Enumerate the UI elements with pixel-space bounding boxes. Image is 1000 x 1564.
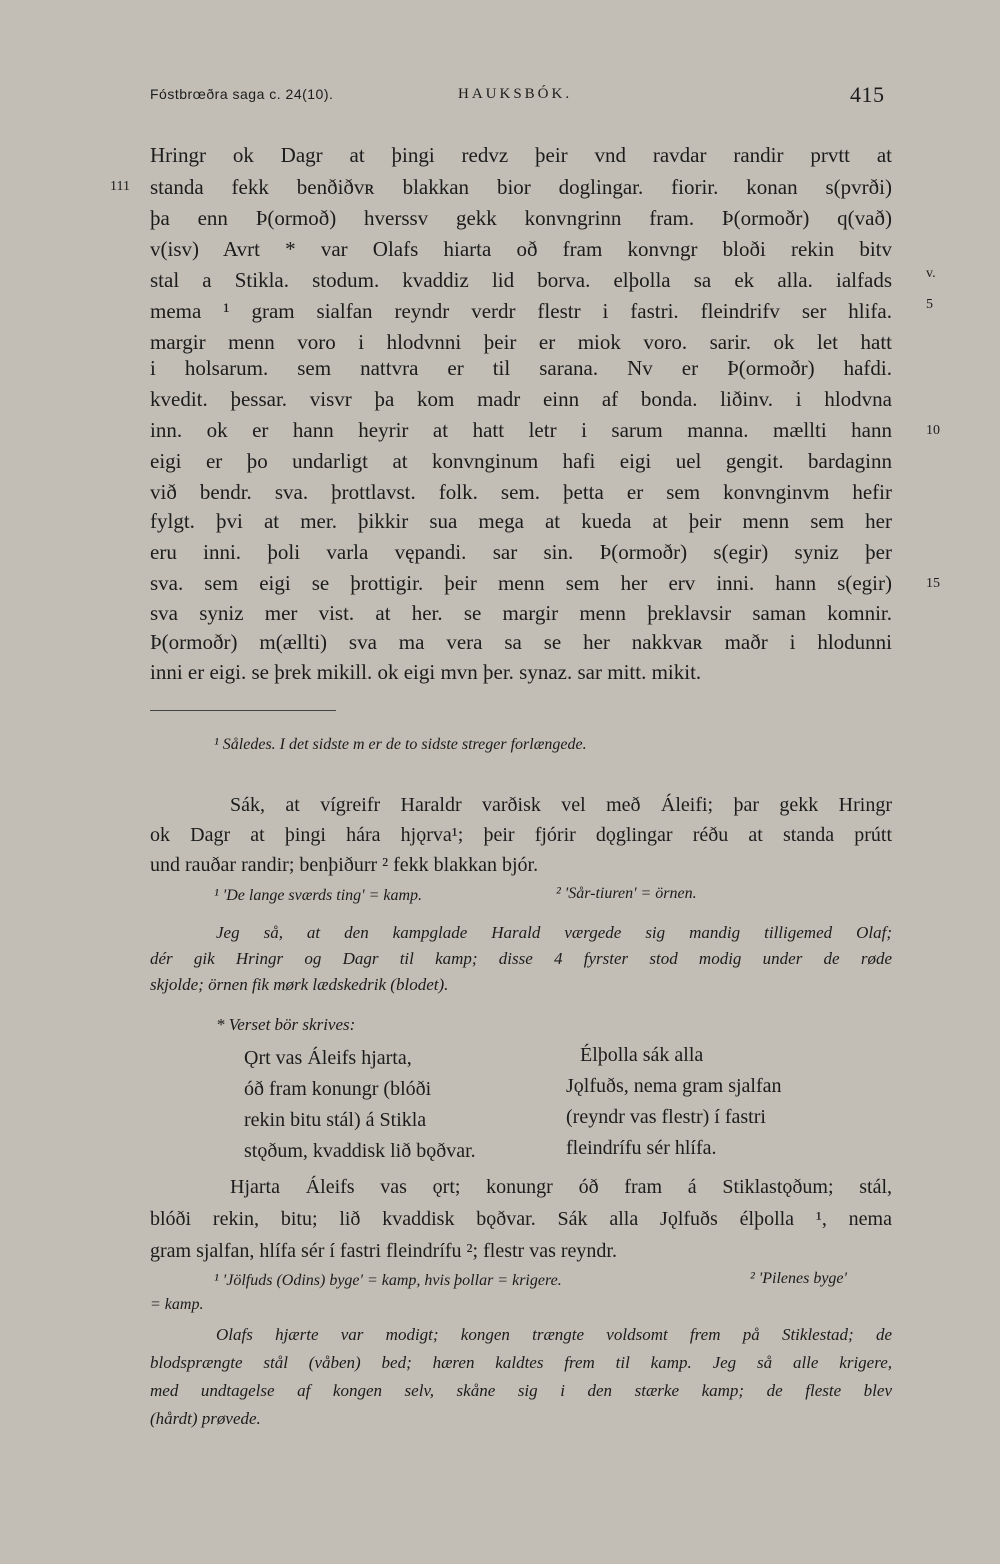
prose2-line: Hjarta Áleifs vas ǫrt; konungr óð fram á Stiklastǫðum; stál, — [230, 1176, 892, 1198]
verse-left-line: Ǫrt vas Áleifs hjarta, — [244, 1047, 412, 1069]
prose-line: und rauðar randir; benþiðurr ² fekk blakkan bjór. — [150, 854, 539, 876]
translation-line: med undtagelse af kongen selv, skåne sig i den stærke kamp; de fleste blev — [150, 1381, 892, 1400]
main-text-line: kvedit. þessar. visvr þa kom madr einn af bonda. liðinv. i hlodvna — [150, 387, 892, 411]
main-text-line: inn. ok er hann heyrir at hatt letr i sarum manna. mællti hann — [150, 418, 892, 442]
footnote-rule — [150, 710, 336, 711]
main-text-line: eigi er þo undarligt at konvnginum hafi eigi uel gengit. bardaginn — [150, 449, 892, 473]
main-text-line: v(isv) Avrt * var Olafs hiarta oð fram konvngr bloði rekin bitv — [150, 237, 892, 261]
main-text-line: inni er eigi. se þrek mikill. ok eigi mvn þer. synaz. sar mitt. mikit. — [150, 660, 702, 684]
verse-left-line: rekin bitu stál) á Stikla — [244, 1109, 427, 1131]
running-head-left: Fóstbrœðra saga c. 24(10). — [150, 86, 334, 102]
translation-line: Jeg så, at den kampglade Harald værgede sig mandig tilligemed Olaf; — [216, 923, 892, 942]
line-number-5: 5 — [926, 297, 933, 312]
prose2-line: gram sjalfan, hlífa sér í fastri fleindrífu ²; flestr vas reyndr. — [150, 1240, 617, 1262]
verse-right-line: Jǫlfuðs, nema gram sjalfan — [566, 1075, 782, 1097]
prose-note-1: ¹ 'De lange sværds ting' = kamp. — [214, 887, 423, 904]
main-text-line: Hringr ok Dagr at þingi redvz þeir vnd ravdar randir prvtt at — [150, 143, 892, 167]
verse-right-line: Élþolla sák alla — [580, 1044, 704, 1066]
verse-right-line: (reyndr vas flestr) í fastri — [566, 1106, 766, 1128]
main-text-line: stal a Stikla. stodum. kvaddiz lid borva. elþolla sa ek alla. ialfads — [150, 268, 892, 292]
verse-marker: v. — [926, 266, 936, 281]
verse-left-line: óð fram konungr (blóði — [244, 1078, 432, 1100]
translation-line: Olafs hjærte var modigt; kongen trængte voldsomt frem på Stiklestad; de — [216, 1325, 892, 1344]
main-text-line: við bendr. sva. þrottlavst. folk. sem. þetta er sem konvnginvm hefir — [150, 480, 892, 504]
running-head-center: HAUKSBÓK. — [458, 86, 573, 102]
line-number-15: 15 — [926, 576, 940, 591]
prose2-note-2: ² 'Pilenes byge' — [750, 1270, 847, 1287]
prose-note-2: ² 'Sår-tiuren' = örnen. — [556, 885, 697, 902]
page-number: 415 — [850, 82, 885, 107]
main-text-line: sva syniz mer vist. at her. se margir menn þreklavsir saman komnir. — [150, 601, 892, 625]
footnote-1: ¹ Således. I det sidste m er de to sidste streger forlængede. — [214, 736, 587, 753]
main-text-line: Þ(ormoðr) m(ællti) sva ma vera sa se her nakkvaʀ maðr i hlodunni — [150, 630, 892, 654]
main-text-line: eru inni. þoli varla vępandi. sar sin. Þ(ormoðr) s(egir) syniz þer — [150, 540, 892, 564]
verse-left-line: stǫðum, kvaddisk lið bǫðvar. — [244, 1140, 476, 1162]
line-number-10: 10 — [926, 423, 940, 438]
main-text-line: fylgt. þvi at mer. þikkir sua mega at kueda at þeir menn sem her — [150, 509, 892, 533]
main-text-line: þa enn Þ(ormoð) hverssv gekk konvngrinn fram. Þ(ormoðr) q(vað) — [150, 206, 892, 230]
translation-line: dér gik Hringr og Dagr til kamp; disse 4 fyrster stod modig under de røde — [150, 949, 892, 968]
translation-line: (hårdt) prøvede. — [150, 1409, 261, 1428]
prose2-note-1: ¹ 'Jölfuds (Odins) byge' = kamp, hvis þollar = krigere. — [214, 1272, 562, 1289]
main-text-line: sva. sem eigi se þrottigir. þeir menn sem her erv inni. hann s(egir) — [150, 571, 892, 595]
main-text-line: i holsarum. sem nattvra er til sarana. Nv er Þ(ormoðr) hafdi. — [150, 356, 892, 380]
verse-right-line: fleindrífu sér hlífa. — [566, 1137, 717, 1159]
main-text-line: standa fekk benðiðvʀ blakkan bior doglingar. fiorir. konan s(pvrði) — [150, 175, 892, 199]
prose-line: Sák, at vígreifr Haraldr varðisk vel með Áleifi; þar gekk Hringr — [230, 794, 892, 816]
prose2-note-2-cont: = kamp. — [150, 1296, 204, 1313]
line-number-111: 111 — [110, 179, 130, 194]
main-text-line: mema ¹ gram sialfan reyndr verdr flestr i fastri. fleindrifv ser hlifa. — [150, 299, 892, 323]
prose2-line: blóði rekin, bitu; lið kvaddisk bǫðvar. Sák alla Jǫlfuðs élþolla ¹, nema — [150, 1208, 892, 1230]
translation-line: blodsprængte stål (våben) bed; hæren kaldtes frem til kamp. Jeg så alle krigere, — [150, 1353, 892, 1372]
main-text-line: margir menn voro i hlodvnni þeir er miok voro. sarir. ok let hatt — [150, 330, 892, 354]
translation-line: skjolde; örnen fik mørk lædskedrik (blodet). — [150, 975, 449, 994]
verse-heading: * Verset bör skrives: — [216, 1015, 356, 1034]
prose-line: ok Dagr at þingi hára hjǫrva¹; þeir fjórir dǫglingar réðu at standa prútt — [150, 824, 892, 846]
